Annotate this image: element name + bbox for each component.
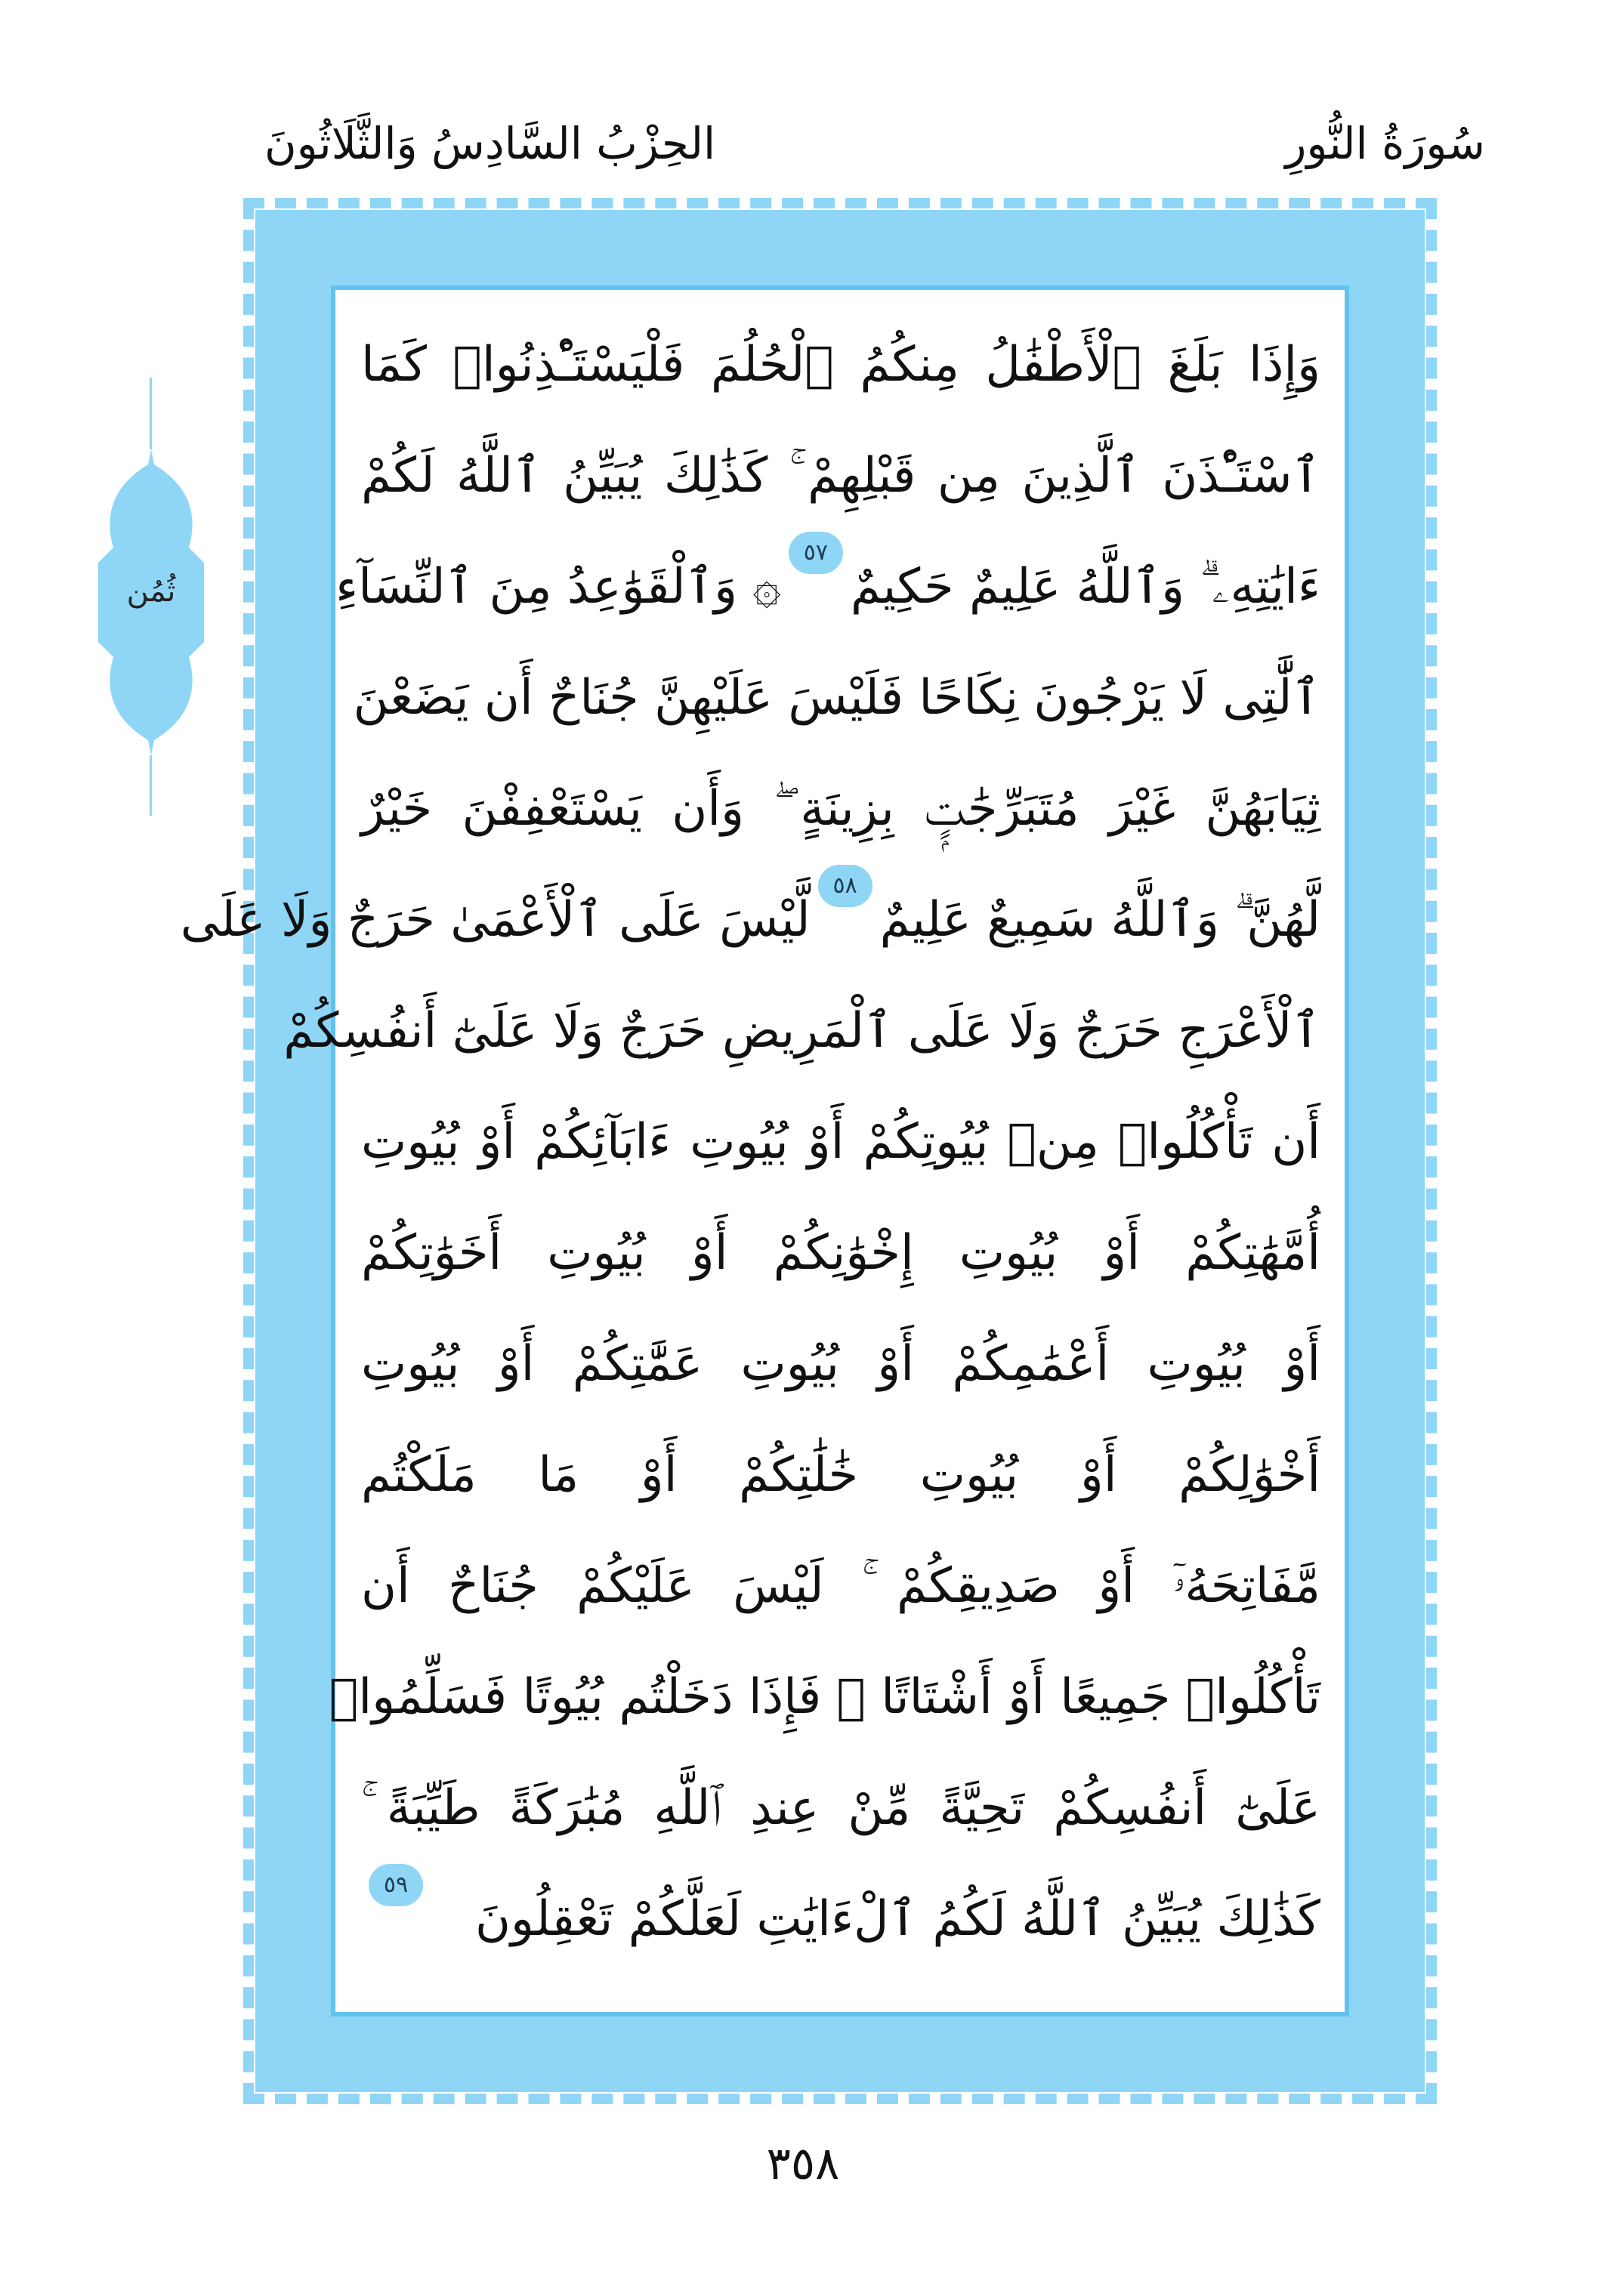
- verse-line: [361, 1198, 1320, 1309]
- verse-line: [361, 1753, 1320, 1864]
- verse-text: لَّهُنَّ ۗ وَٱللَّهُ سَمِيعٌ عَلِيمٌ: [879, 892, 1320, 948]
- verse-block: [180, 310, 1320, 1994]
- ayah-number-marker: ٥٧: [789, 532, 843, 574]
- ayah-number-marker: ٥٩: [369, 1864, 423, 1906]
- verse-text: وَإِذَا بَلَغَ ٱلْأَطْفَٰلُ مِنكُمُ ٱلْحُلُمَ فَلْيَسْتَـْٔذِنُوا۟ كَمَا: [361, 337, 1320, 393]
- verse-line: [361, 1531, 1320, 1642]
- verse-text: أَوْ بُيُوتِ أَعْمَٰمِكُمْ أَوْ بُيُوتِ عَمَّٰتِكُمْ أَوْ بُيُوتِ: [361, 1336, 1320, 1392]
- verse-line: [361, 1309, 1320, 1420]
- verse-line: [361, 1087, 1320, 1198]
- verse-text: ثِيَابَهُنَّ غَيْرَ مُتَبَرِّجَٰتٍۭ بِزِينَةٍ ۖ وَأَن يَسْتَعْفِفْنَ خَيْرٌ: [361, 781, 1320, 837]
- hizb-title: الحِزْبُ السَّادِسُ وَالثَّلَاثُونَ: [264, 118, 716, 169]
- verse-text: ءَايَٰتِهِۦ ۗ وَٱللَّهُ عَلِيمٌ حَكِيمٌ: [850, 559, 1320, 615]
- verse-text: أُمَّهَٰتِكُمْ أَوْ بُيُوتِ إِخْوَٰنِكُمْ أَوْ بُيُوتِ أَخَوَٰتِكُمْ: [361, 1225, 1320, 1281]
- verse-text: عَلَىٰٓ أَنفُسِكُمْ تَحِيَّةً مِّنْ عِندِ ٱللَّهِ مُبَٰرَكَةً طَيِّبَةً ۚ: [361, 1780, 1320, 1836]
- thumn-label: ثُمُن: [126, 574, 176, 609]
- verse-text: كَذَٰلِكَ يُبَيِّنُ ٱللَّهُ لَكُمُ ٱلْءَايَٰتِ لَعَلَّكُمْ تَعْقِلُونَ: [475, 1891, 1320, 1947]
- margin-line: [150, 755, 152, 816]
- verse-text: مَّفَاتِحَهُۥٓ أَوْ صَدِيقِكُمْ ۚ لَيْسَ عَلَيْكُمْ جُنَاحٌ أَن: [361, 1558, 1320, 1614]
- verse-text: ٱلَّٰتِى لَا يَرْجُونَ نِكَاحًا فَلَيْسَ عَلَيْهِنَّ جُنَاحٌ أَن يَضَعْنَ: [353, 670, 1320, 726]
- verse-line: [361, 421, 1320, 532]
- verse-line: [180, 865, 1320, 976]
- margin-line: [150, 378, 152, 449]
- verse-text: ٱلْأَعْرَجِ حَرَجٌ وَلَا عَلَى ٱلْمَرِيضِ حَرَجٌ وَلَا عَلَىٰٓ أَنفُسِكُمْ: [283, 1003, 1320, 1059]
- verse-line: [353, 643, 1320, 754]
- verse-text: أَن تَأْكُلُوا۟ مِنۢ بُيُوتِكُمْ أَوْ بُيُوتِ ءَابَآئِكُمْ أَوْ بُيُوتِ: [361, 1114, 1320, 1170]
- surah-title: سُورَةُ النُّورِ: [1285, 118, 1485, 169]
- verse-text: ٱسْتَـْٔذَنَ ٱلَّذِينَ مِن قَبْلِهِمْ ۚ كَذَٰلِكَ يُبَيِّنُ ٱللَّهُ لَكُمْ: [361, 448, 1320, 504]
- ayah-number-marker: ٥٨: [818, 865, 872, 907]
- verse-line: [335, 532, 1320, 643]
- verse-text: لَّيْسَ عَلَى ٱلْأَعْمَىٰ حَرَجٌ وَلَا عَلَى: [180, 892, 811, 948]
- verse-text: ۞ وَٱلْقَوَٰعِدُ مِنَ ٱلنِّسَآءِ: [335, 559, 781, 615]
- verse-line: [283, 976, 1320, 1087]
- page-number: ٣٥٨: [766, 2137, 840, 2190]
- verse-line: [361, 754, 1320, 865]
- verse-line: [361, 1864, 1320, 1975]
- verse-line: [361, 1420, 1320, 1531]
- verse-line: [329, 1642, 1320, 1753]
- verse-line: [361, 310, 1320, 421]
- verse-text: تَأْكُلُوا۟ جَمِيعًا أَوْ أَشْتَاتًا ۚ فَإِذَا دَخَلْتُم بُيُوتًا فَسَلِّمُوا۟: [329, 1669, 1320, 1725]
- verse-text: أَخْوَٰلِكُمْ أَوْ بُيُوتِ خَٰلَٰتِكُمْ أَوْ مَا مَلَكْتُم: [361, 1447, 1320, 1503]
